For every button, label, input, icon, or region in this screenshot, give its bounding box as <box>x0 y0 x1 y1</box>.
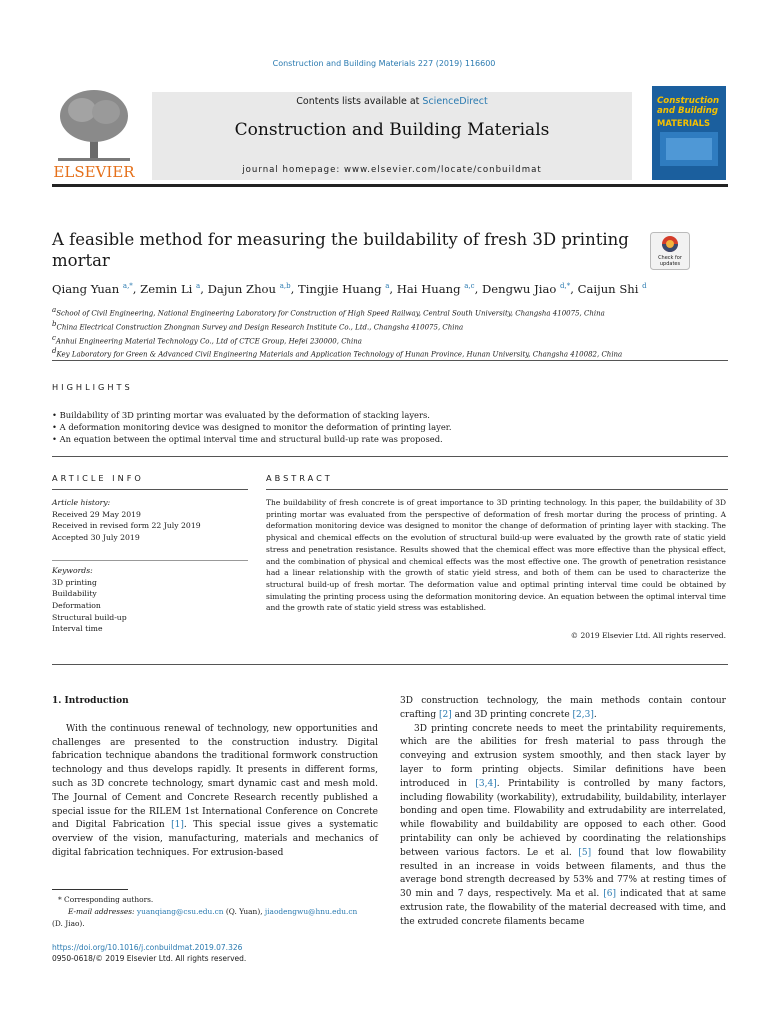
divider <box>52 456 728 457</box>
svg-text:ELSEVIER: ELSEVIER <box>53 163 135 181</box>
article-info <box>52 497 248 635</box>
keywords-label: Keywords: <box>52 565 93 575</box>
issn-line: 0950-0618/© 2019 Elsevier Ltd. All rights reserved. <box>52 954 247 963</box>
email-note: E-mail addresses: yuanqiang@csu.edu.cn (Q. Yuan), jiaodengwu@hnu.edu.cn <box>68 907 358 916</box>
article-title: A feasible method for measuring the buildability of fresh 3D printing mortar <box>52 230 629 270</box>
divider <box>52 560 248 561</box>
check-for-updates-label: Check for updates <box>658 255 682 267</box>
paragraph: 3D printing concrete needs to meet the printability requirements, which are the abilities for fresh material to pass through the conveying and extrusion system smoothly, and then stack layer by layer to form printing objects. Similar definitions have been introduced in [3,4]. Printability is controlled by many factors, including flowability (workability), extrudability, buildability, interlayer bonding and open time. Flowability and extrudability are interrelated, while flowability and buildability are opposed to each other. Good printability can only be achieved by coordinating the relationships between various factors. Le et al. [5] found that low flowability resulted in an increase in voids between filaments, and thus the average bond strength decreased by 53% and 77% at resting times of 30 min and 7 days, respectively. Ma et al. [6] indicated that at same extrusion rate, the flowability of the material decreased with time, and the extruded concrete filaments became <box>400 723 727 927</box>
highlight-item: • An equation between the optimal interval time and structural build-up rate was proposed. <box>52 434 443 444</box>
divider <box>52 664 728 665</box>
sciencedirect-link[interactable]: ScienceDirect <box>422 96 488 107</box>
affiliation-item: $^b$China Electrical Construction Zhongnan Survey and Design Research Institute Co., Ltd., Changsha 410075, China <box>52 319 464 332</box>
email-link[interactable]: jiaodengwu@hnu.edu.cn <box>264 907 358 916</box>
keyword-item: Structural build-up <box>52 612 127 622</box>
affiliation-item: $^c$Anhui Engineering Material Technology Co., Ltd of CTCE Group, Hefei 230000, China <box>52 333 362 345</box>
highlights-list <box>52 409 728 445</box>
contents-line: Contents lists available at ScienceDirect <box>296 96 488 107</box>
history-item: Received 29 May 2019 <box>52 509 141 519</box>
affiliation-item: $^d$Key Laboratory for Green & Advanced Civil Engineering Materials and Application Technology of Hunan Province, Hunan University, Changsha 410082, China <box>52 347 623 359</box>
header-rule <box>52 184 728 187</box>
email-link[interactable]: yuanqiang@csu.edu.cn <box>136 907 224 916</box>
left-column <box>52 695 378 861</box>
footnote-rule <box>52 889 128 890</box>
history-item: Accepted 30 July 2019 <box>52 533 140 543</box>
abstract-heading: ABSTRACT <box>266 473 333 483</box>
journal-citation[interactable]: Construction and Building Materials 227 (2019) 116600 <box>272 59 496 68</box>
keyword-item: Buildability <box>52 589 97 599</box>
divider <box>52 489 248 490</box>
paragraph: With the continuous renewal of technology, new opportunities and challenges are presented to the construction industry. Digital fabrication technique abandons the traditional formwork construction technology and thus develops rapidly. It presents in different forms, such as 3D concrete technology, smart dynamic cast and mesh mold. The Journal of Cement and Concrete Research recently published a special issue for the RILEM 1st International Conference on Concrete and Digital Fabrication [1]. This special issue gives a systematic overview of the vision, manufacturing, materials and mechanics of digital fabrication techniques. For extrusion-based <box>52 723 378 858</box>
doi-link[interactable]: https://doi.org/10.1016/j.conbuildmat.2019.07.326 <box>52 943 243 952</box>
article-history-label: Article history: <box>52 498 111 507</box>
abstract-text: The buildability of fresh concrete is of great importance to 3D printing technology. In this paper, the buildability of 3D printing mortar was evaluated from the perspective of deformation of fresh mortar during the process of printing. A deformation monitoring device was designed to monitor the change of deformation of printing layer with stacking. The physical and chemical effects on the evolution of structural build-up were evaluated by the growth rate of static yield stress and penetration resistance. Results showed that the chemical effect was more effective than the physical effect, and the combination of physical and chemical effects was the most effective one. The growth of penetration resistance had a linear relationship with the growth of static yield stress, and both of them can be used to characterize the structural build-up of fresh mortar. The deformation value and optimal printing interval time could be obtained by simulating the printing process using the deformation monitoring device. An equation between the optimal interval time and the growth rate of static yield stress was established. <box>266 498 726 613</box>
journal-name: Construction and Building Materials <box>234 120 550 140</box>
history-item: Received in revised form 22 July 2019 <box>52 521 201 531</box>
author[interactable]: Caijun Shi $^d$ <box>577 282 647 296</box>
divider <box>52 360 728 361</box>
citation-link[interactable]: [5] <box>578 847 592 858</box>
keyword-item: 3D printing <box>52 577 97 587</box>
divider <box>266 489 728 490</box>
check-for-updates-badge[interactable] <box>650 232 690 270</box>
author[interactable]: Dengwu Jiao $^{d,*}$ <box>481 282 571 296</box>
author[interactable]: Hai Huang $^{a,c}$ <box>396 282 475 296</box>
right-column <box>400 695 726 930</box>
author[interactable]: Tingjie Huang $^a$ <box>297 282 390 296</box>
keyword-item: Interval time <box>52 624 103 634</box>
author[interactable]: Dajun Zhou $^{a,b}$ <box>207 282 291 296</box>
affiliation-item: $^a$School of Civil Engineering, National Engineering Laboratory for Construction of High Speed Railway, Central South University, Changsha 410075, China <box>52 306 605 318</box>
journal-masthead <box>152 92 632 180</box>
doi-block <box>52 942 246 964</box>
paragraph: 3D construction technology, the main methods contain contour crafting [2] and 3D printing concrete [2,3]. <box>400 696 726 720</box>
highlights-heading: HIGHLIGHTS <box>52 382 133 392</box>
citation-link[interactable]: [3,4] <box>475 778 497 789</box>
author[interactable]: Qiang Yuan $^{a,*}$ <box>52 282 133 296</box>
journal-cover[interactable]: Construction and Building MATERIALS <box>652 86 726 180</box>
keyword-item: Deformation <box>52 600 101 610</box>
highlight-item: • A deformation monitoring device was designed to monitor the deformation of printing layer. <box>52 422 452 432</box>
journal-homepage[interactable]: journal homepage: www.elsevier.com/locate/conbuildmat <box>242 165 542 175</box>
affiliations <box>52 305 728 360</box>
footnotes: * Corresponding authors. E-mail addresses: yuanqiang@csu.edu.cn (Q. Yuan), jiaodengwu@hnu.edu.cn (D. Jiao). <box>52 894 382 930</box>
author-list: Qiang Yuan $^{a,*}$, Zemin Li $^a$, Dajun Zhou $^{a,b}$, Tingjie Huang $^a$, Hai Huang $^{a,c}$, Dengwu Jiao $^{d,*}$, Caijun Shi $^d$ <box>52 282 647 296</box>
section-heading: 1. Introduction <box>52 696 129 706</box>
elsevier-logo <box>52 86 136 182</box>
citation-link[interactable]: [2] <box>438 709 452 720</box>
author[interactable]: Zemin Li $^a$ <box>140 282 201 296</box>
article-info-heading: ARTICLE INFO <box>52 473 144 483</box>
citation-link[interactable]: [2,3] <box>572 709 594 720</box>
copyright-notice: © 2019 Elsevier Ltd. All rights reserved. <box>570 631 726 640</box>
highlight-item: • Buildability of 3D printing mortar was evaluated by the deformation of stacking layers. <box>52 410 430 420</box>
citation-link[interactable]: [1] <box>171 820 184 831</box>
corresponding-note: * Corresponding authors. <box>58 895 154 904</box>
citation-link[interactable]: [6] <box>603 889 617 900</box>
